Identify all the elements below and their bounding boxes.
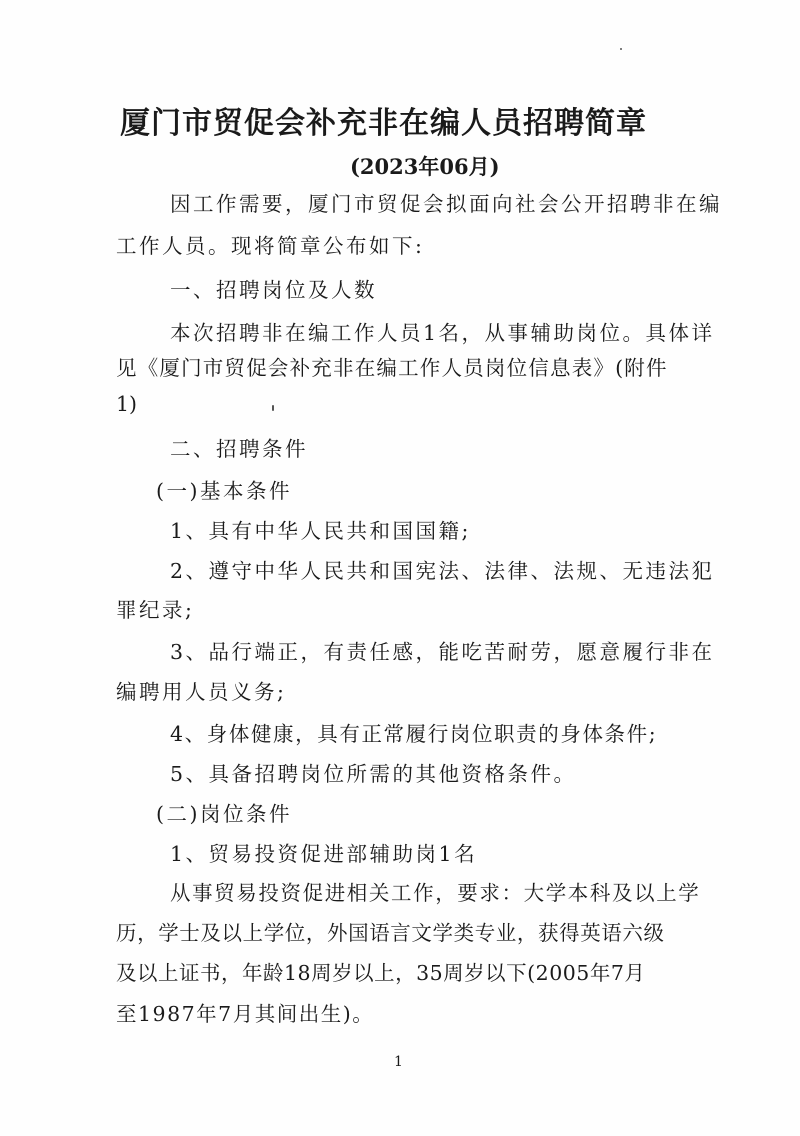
subsection-heading: (一)基本条件: [156, 479, 292, 503]
section-heading: 二、招聘条件: [170, 437, 308, 461]
paragraph-line: 见《厦门市贸促会补充非在编工作人员岗位信息表》(附件: [116, 356, 668, 380]
list-item: 1、具有中华人民共和国国籍;: [170, 519, 471, 543]
section-heading: 一、招聘岗位及人数: [170, 278, 377, 302]
paragraph-line: 工作人员。现将简章公布如下:: [116, 234, 425, 258]
list-item: 2、遵守中华人民共和国宪法、法律、法规、无违法犯: [170, 559, 715, 583]
list-item: 5、具备招聘岗位所需的其他资格条件。: [170, 762, 577, 786]
scan-speck: [272, 405, 274, 411]
paragraph-line: 从事贸易投资促进相关工作，要求：大学本科及以上学: [170, 881, 701, 905]
paragraph-line: 本次招聘非在编工作人员1名，从事辅助岗位。具体详: [170, 321, 715, 345]
paragraph-line: 1): [116, 392, 138, 416]
paragraph-line: 因工作需要，厦门市贸促会拟面向社会公开招聘非在编: [170, 192, 722, 216]
paragraph-line: 及以上证书，年龄18周岁以上，35周岁以下(2005年7月: [116, 961, 646, 985]
page-number: 1: [394, 1054, 403, 1070]
subsection-heading: (二)岗位条件: [156, 802, 292, 826]
document-title: 厦门市贸促会补充非在编人员招聘简章: [120, 106, 647, 141]
paragraph-line: 至1987年7月其间出生)。: [116, 1002, 375, 1026]
scan-speck: [620, 48, 622, 50]
list-item-continuation: 罪纪录;: [116, 598, 195, 622]
paragraph-line: 历，学士及以上学位，外国语言文学类专业，获得英语六级: [116, 921, 665, 945]
list-item: 1、贸易投资促进部辅助岗1名: [170, 842, 478, 866]
list-item: 3、品行端正，有责任感，能吃苦耐劳，愿意履行非在: [170, 640, 715, 664]
document-date: (2023年06月): [350, 154, 500, 179]
list-item-continuation: 编聘用人员义务;: [116, 680, 287, 704]
list-item: 4、身体健康，具有正常履行岗位职责的身体条件;: [170, 722, 658, 746]
